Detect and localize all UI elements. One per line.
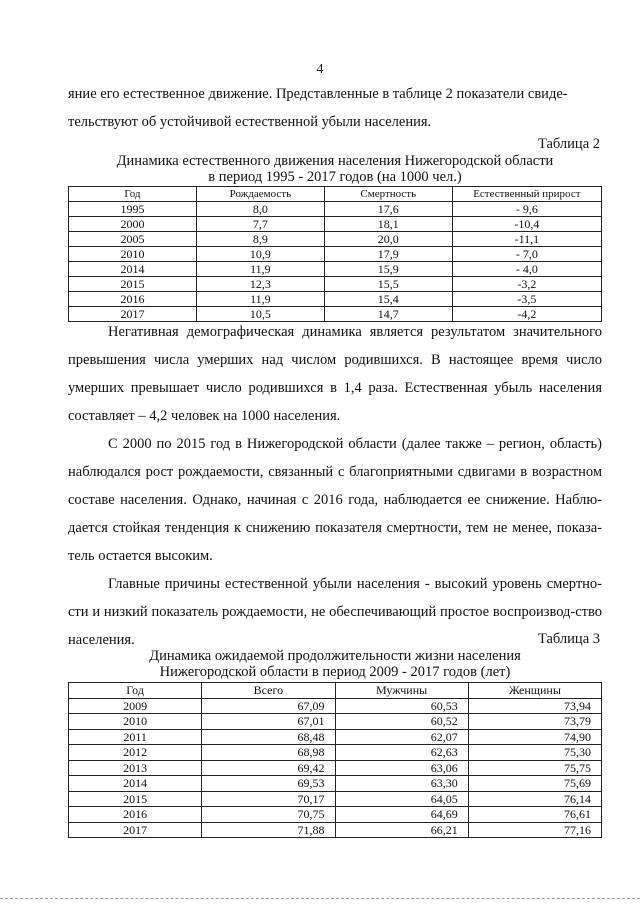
table-row <box>69 745 602 761</box>
value-cell: 18,1 <box>324 217 452 232</box>
value-cell: -10,4 <box>452 217 601 232</box>
value-cell: 63,30 <box>335 776 468 792</box>
table-row <box>69 729 602 745</box>
value-cell: 66,21 <box>335 822 468 838</box>
table-row <box>69 292 602 307</box>
value-cell: 71,88 <box>202 822 335 838</box>
value-cell: 68,48 <box>202 729 335 745</box>
value-cell: -3,5 <box>452 292 601 307</box>
year-cell: 2014 <box>69 776 202 792</box>
value-cell: 10,5 <box>196 307 324 322</box>
year-cell: 2016 <box>69 807 202 823</box>
table2-label: Таблица 2 <box>537 136 600 152</box>
table-row <box>69 807 602 823</box>
value-cell: 8,9 <box>196 232 324 247</box>
value-cell: 7,7 <box>196 217 324 232</box>
table-row <box>69 760 602 776</box>
column-header: Естественный прирост <box>452 187 601 202</box>
value-cell: 14,7 <box>324 307 452 322</box>
value-cell: 60,53 <box>335 698 468 714</box>
table2-title-line-2: в период 1995 - 2017 годов (на 1000 чел.) <box>208 169 462 185</box>
year-cell: 2012 <box>69 745 202 761</box>
value-cell: 11,9 <box>196 292 324 307</box>
negative-dynamics-paragraph: Негативная демографическая динамика является результатом значительного превышения числа умерших над числом родившихся. В настоящее время число умерших превышает число родившихся в 1,4 раза. Естественная убыль населения составляет – 4,2 человек на 1000 населения. <box>68 324 602 424</box>
value-cell: 69,53 <box>202 776 335 792</box>
value-cell: 63,06 <box>335 760 468 776</box>
table-row <box>69 822 602 838</box>
value-cell: 12,3 <box>196 277 324 292</box>
value-cell: 73,94 <box>468 698 601 714</box>
value-cell: 73,79 <box>468 714 601 730</box>
value-cell: - 7,0 <box>452 247 601 262</box>
life-expectancy-table <box>68 682 602 838</box>
table-row <box>69 202 602 217</box>
value-cell: 64,05 <box>335 791 468 807</box>
table3-label: Таблица 3 <box>537 631 600 647</box>
year-cell: 2009 <box>69 698 202 714</box>
value-cell: 76,14 <box>468 791 601 807</box>
column-header: Год <box>69 187 197 202</box>
year-cell: 2015 <box>69 791 202 807</box>
year-cell: 1995 <box>69 202 197 217</box>
value-cell: 20,0 <box>324 232 452 247</box>
value-cell: 60,52 <box>335 714 468 730</box>
causes-paragraph: Главные причины естественной убыли населения - высокий уровень смертно-сти и низкий показатель рождаемости, не обеспечивающий простое воспроизвод-ство населения. <box>68 576 602 648</box>
value-cell: 76,61 <box>468 807 601 823</box>
value-cell: 11,9 <box>196 262 324 277</box>
table-row <box>69 776 602 792</box>
value-cell: 62,63 <box>335 745 468 761</box>
table3-title <box>68 648 602 680</box>
year-cell: 2000 <box>69 217 197 232</box>
value-cell: 8,0 <box>196 202 324 217</box>
value-cell: 62,07 <box>335 729 468 745</box>
table-row <box>69 277 602 292</box>
table-header-row <box>69 683 602 699</box>
value-cell: 64,69 <box>335 807 468 823</box>
year-cell: 2010 <box>69 714 202 730</box>
column-header: Смертность <box>324 187 452 202</box>
value-cell: 67,09 <box>202 698 335 714</box>
birth-rate-paragraph: С 2000 по 2015 год в Нижегородской области (далее также – регион, область) наблюдался рост рождаемости, связанный с благоприятными сдвигами в возрастном составе населения. Однако, начиная с 2016 года, наблюдается ее снижение. Наблю-дается стойкая тенденция к снижению показателя смертности, тем не менее, показа-тель остается высоким. <box>68 436 602 564</box>
table-row <box>69 714 602 730</box>
year-cell: 2005 <box>69 232 197 247</box>
value-cell: 75,69 <box>468 776 601 792</box>
page-number: 4 <box>316 62 324 77</box>
value-cell: 75,30 <box>468 745 601 761</box>
value-cell: -3,2 <box>452 277 601 292</box>
table3-title-line-1: Динамика ожидаемой продолжительности жизни населения <box>149 648 521 664</box>
table2-title <box>68 153 602 185</box>
table-row <box>69 791 602 807</box>
value-cell: 77,16 <box>468 822 601 838</box>
value-cell: - 4,0 <box>452 262 601 277</box>
year-cell: 2016 <box>69 292 197 307</box>
year-cell: 2010 <box>69 247 197 262</box>
year-cell: 2017 <box>69 822 202 838</box>
table-row <box>69 247 602 262</box>
column-header: Всего <box>202 683 335 699</box>
value-cell: 70,75 <box>202 807 335 823</box>
table-header-row <box>69 187 602 202</box>
natural-movement-table <box>68 186 602 322</box>
table-row <box>69 698 602 714</box>
intro-paragraph <box>68 80 602 136</box>
value-cell: - 9,6 <box>452 202 601 217</box>
column-header: Мужчины <box>335 683 468 699</box>
table3-title-line-2: Нижегородской области в период 2009 - 2017 годов (лет) <box>159 664 511 680</box>
value-cell: 67,01 <box>202 714 335 730</box>
column-header: Женщины <box>468 683 601 699</box>
intro-line-2: тельствуют об устойчивой естественной убыли населения. <box>68 114 432 130</box>
year-cell: 2017 <box>69 307 197 322</box>
year-cell: 2014 <box>69 262 197 277</box>
value-cell: 70,17 <box>202 791 335 807</box>
value-cell: -4,2 <box>452 307 601 322</box>
year-cell: 2011 <box>69 729 202 745</box>
table2-title-line-1: Динамика естественного движения населения Нижегородской области <box>116 153 554 169</box>
column-header: Год <box>69 683 202 699</box>
column-header: Рождаемость <box>196 187 324 202</box>
value-cell: 17,9 <box>324 247 452 262</box>
table-row <box>69 232 602 247</box>
value-cell: 69,42 <box>202 760 335 776</box>
value-cell: 75,75 <box>468 760 601 776</box>
footer-divider <box>0 898 640 899</box>
table-row <box>69 217 602 232</box>
value-cell: 74,90 <box>468 729 601 745</box>
value-cell: 15,4 <box>324 292 452 307</box>
value-cell: 15,9 <box>324 262 452 277</box>
value-cell: 10,9 <box>196 247 324 262</box>
table-row <box>69 262 602 277</box>
intro-line-1: яние его естественное движение. Представленные в таблице 2 показатели свиде- <box>68 86 568 102</box>
year-cell: 2013 <box>69 760 202 776</box>
value-cell: 15,5 <box>324 277 452 292</box>
value-cell: 17,6 <box>324 202 452 217</box>
value-cell: -11,1 <box>452 232 601 247</box>
value-cell: 68,98 <box>202 745 335 761</box>
year-cell: 2015 <box>69 277 197 292</box>
